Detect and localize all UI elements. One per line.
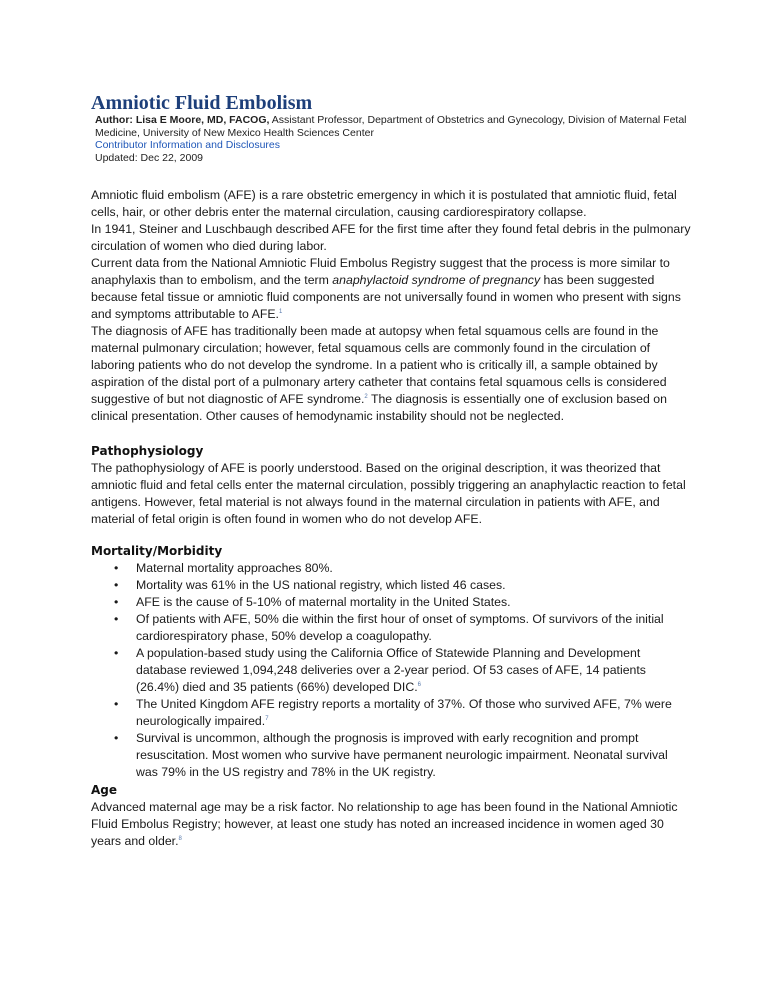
intro-paragraph-2: In 1941, Steiner and Luschbaugh described AFE for the first time after they found fetal debris in the pulmonary circulation of women who died during labor.	[91, 222, 691, 253]
age-text	[91, 799, 691, 850]
bullet-icon: •	[114, 646, 119, 660]
author-name: Lisa E Moore, MD, FACOG,	[135, 114, 270, 126]
bullet-icon: •	[114, 731, 119, 745]
list-item-text: Survival is uncommon, although the prognosis is improved with early recognition and prompt resuscitation. Most women who survive have permanent neurologic impairment. Neonatal survival was 79% in the US registry and 78% in the UK registry.	[136, 731, 668, 779]
list-item	[91, 560, 691, 577]
intro-p3-text-a: Current data from the National Amniotic Fluid Embolus Registry suggest that the process is more similar to anaphylaxis than to embolism, and the term	[91, 256, 670, 287]
list-item-text: Maternal mortality approaches 80%.	[136, 561, 333, 575]
updated-date: Updated: Dec 22, 2009	[95, 151, 203, 164]
reference-link[interactable]: 8	[178, 835, 182, 842]
anaphylactoid-term: anaphylactoid syndrome of pregnancy	[332, 273, 541, 287]
list-item-text: The United Kingdom AFE registry reports a mortality of 37%. Of those who survived AFE, 7% were neurologically impaired.	[136, 697, 672, 728]
list-item	[91, 730, 691, 781]
intro-p4-text-a: The diagnosis of AFE has traditionally been made at autopsy when fetal squamous cells are found in the maternal pulmonary circulation; however, fetal squamous cells are commonly found in the circulation of laboring patients who do not develop the syndrome. In a patient who is critically ill, a sample obtained by aspiration of the distal port of a pulmonary artery catheter that contains fetal squamous cells is considered suggestive of but not diagnostic of AFE syndrome.	[91, 324, 667, 406]
bullet-icon: •	[114, 561, 119, 575]
mortality-list	[91, 560, 691, 781]
bullet-icon: •	[114, 697, 119, 711]
author-label: Author:	[95, 114, 133, 126]
list-item-text: A population-based study using the California Office of Statewide Planning and Development database reviewed 1,094,248 deliveries over a 2-year period. Of 53 cases of AFE, 14 patients (26.4%) died and 35 patients (66%) developed DIC.	[136, 646, 646, 694]
list-item	[91, 611, 691, 645]
list-item	[91, 577, 691, 594]
reference-link[interactable]: 1	[278, 308, 283, 315]
pathophysiology-heading: Pathophysiology	[91, 444, 204, 458]
intro-p3-text-b: has been suggested because fetal tissue or amniotic fluid components are not universally found in women who present with signs and symptoms attributable to AFE.	[91, 273, 681, 321]
reference-link[interactable]: 2	[364, 393, 368, 400]
bullet-icon: •	[114, 578, 119, 592]
intro-p4-text-b: The diagnosis is essentially one of exclusion based on clinical presentation. Other causes of hemodynamic instability should not be neglected.	[91, 392, 667, 423]
reference-link[interactable]: 6	[417, 681, 421, 688]
author-line	[95, 114, 691, 139]
list-item	[91, 645, 691, 696]
list-item	[91, 696, 691, 730]
list-item-text: AFE is the cause of 5-10% of maternal mortality in the United States.	[136, 595, 511, 609]
intro-paragraph-4	[91, 323, 691, 425]
intro-paragraph-3	[91, 255, 691, 323]
contributor-disclosures-link[interactable]: Contributor Information and Disclosures	[95, 139, 281, 151]
age-heading: Age	[91, 783, 118, 797]
pathophysiology-text: The pathophysiology of AFE is poorly understood. Based on the original description, it was theorized that amniotic fluid and fetal cells enter the maternal circulation, possibly triggering an anaphylactic reaction to fetal antigens. However, fetal material is not always found in the maternal circulation in patients with AFE, and material of fetal origin is often found in women who do not develop AFE.	[91, 461, 686, 526]
bullet-icon: •	[114, 595, 119, 609]
article-title: Amniotic Fluid Embolism	[91, 92, 313, 114]
list-item-text: Mortality was 61% in the US national registry, which listed 46 cases.	[136, 578, 506, 592]
reference-link[interactable]: 7	[265, 715, 269, 722]
intro-paragraph-1: Amniotic fluid embolism (AFE) is a rare obstetric emergency in which it is postulated that amniotic fluid, fetal cells, hair, or other debris enter the maternal circulation, causing cardiorespiratory collapse.	[91, 188, 677, 219]
age-text-body: Advanced maternal age may be a risk factor. No relationship to age has been found in the National Amniotic Fluid Embolus Registry; however, at least one study has noted an increased incidence in women aged 30 years and older.	[91, 800, 678, 848]
article-meta	[95, 114, 691, 164]
intro-section	[91, 187, 691, 425]
list-item	[91, 594, 691, 611]
list-item-text: Of patients with AFE, 50% die within the first hour of onset of symptoms. Of survivors of the initial cardiorespiratory phase, 50% develop a coagulopathy.	[136, 612, 664, 643]
author-affiliation: Assistant Professor, Department of Obstetrics and Gynecology, Division of Maternal Fetal Medicine, University of New Mexico Health Sciences Center	[95, 114, 687, 139]
bullet-icon: •	[114, 612, 119, 626]
article	[91, 92, 691, 850]
mortality-heading: Mortality/Morbidity	[91, 544, 223, 558]
